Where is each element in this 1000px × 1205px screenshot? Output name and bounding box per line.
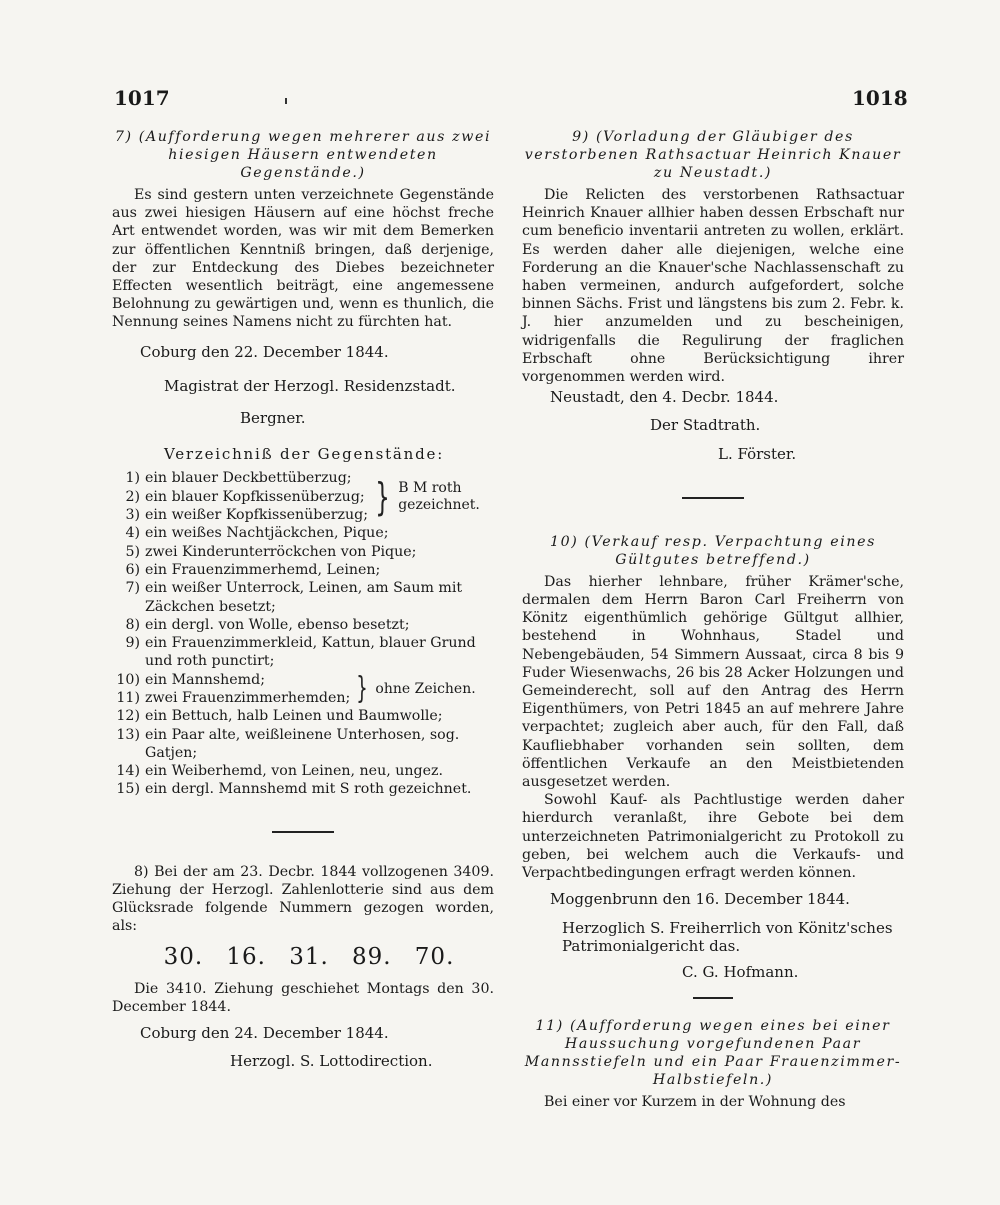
list-item: 10) ein Mannshemd; (116, 671, 265, 688)
notice-8-authority: Herzogl. S. Lottodirection. (230, 1052, 433, 1071)
list-item: 5) zwei Kinderunterröckchen von Pique; (125, 543, 417, 560)
section-divider (693, 997, 733, 999)
notice-7-body: Es sind gestern unten verzeichnete Gegenstände aus zwei hiesigen Häusern auf eine höchst freche Art entwendet worden, was wir mit dem Bemerken zur öffentlichen Kenntniß bringen, daß derjenige, der zur Entdeckung des Diebes bezeichneter Effecten wesentlich beiträgt, eine angemessene Belohnung zu gewärtigen und, wenn es thunlich, die Nennung seines Namens nicht zu fürchten hat. (112, 187, 494, 331)
notice-9-signer: L. Förster. (718, 444, 797, 463)
notice-11-body: Bei einer vor Kurzem in der Wohnung des (544, 1094, 846, 1111)
notice-9-authority: Der Stadtrath. (650, 416, 761, 435)
page-number-right: 1018 (852, 86, 908, 110)
lottery-number: 16. (226, 943, 266, 970)
left-column (112, 128, 494, 1071)
notice-7-authority: Magistrat der Herzogl. Residenzstadt. (164, 376, 456, 395)
right-column (522, 128, 904, 1111)
brace-glyph: } (375, 474, 390, 519)
brace-note: ohne Zeichen. (375, 680, 476, 697)
list-item: 3) ein weißer Kopfkissenüberzug; (125, 507, 369, 524)
list-item: 11) zwei Frauenzimmerhemden; (116, 690, 351, 706)
lottery-numbers (152, 943, 466, 970)
brace-group-1 (112, 469, 494, 524)
notice-8-next-draw: Die 3410. Ziehung geschiehet Montags den 30. December 1844. (112, 980, 494, 1015)
notice-9-date: Neustadt, den 4. Decbr. 1844. (550, 388, 779, 407)
section-divider (682, 497, 744, 499)
list-item: 7) ein weißer Unterrock, Leinen, am Saum mit Zäckchen besetzt; (125, 580, 463, 615)
notice-10-date: Moggenbrunn den 16. December 1844. (550, 890, 850, 909)
stolen-items-list (112, 469, 494, 798)
list-item: 2) ein blauer Kopfkissenüberzug; (125, 488, 365, 505)
brace-glyph: } (356, 671, 368, 706)
notice-11-heading: 11) (Aufforderung wegen eines bei einer Haussuchung vorgefundenen Paar Mannsstiefeln und ein Paar Frauenzimmer-Halbstiefeln.) (524, 1018, 902, 1089)
notice-7-date: Coburg den 22. December 1844. (140, 342, 389, 361)
lottery-number: 70. (414, 943, 455, 970)
notice-10-body-2: Sowohl Kauf- als Pachtlustige werden daher hierdurch veranlaßt, ihre Gebote bei dem unterzeichneten Patrimonialgericht zu Protokoll zu geben, bei welchem auch die Verkaufs- und Verpachtbedingungen erfragt werden können. (522, 792, 904, 882)
printer-mark (285, 98, 287, 104)
list-item: 8) ein dergl. von Wolle, ebenso besetzt; (125, 616, 410, 633)
list-item: 13) ein Paar alte, weißleinene Unterhosen, sog. Gatjen; (116, 726, 460, 761)
notice-9-heading: 9) (Vorladung der Gläubiger des verstorbenen Rathsactuar Heinrich Knauer zu Neustadt.) (524, 129, 902, 181)
notice-8-date: Coburg den 24. December 1844. (140, 1024, 389, 1043)
notice-10-heading: 10) (Verkauf resp. Verpachtung eines Gültgutes betreffend.) (550, 533, 876, 568)
notice-10-body-1: Das hierher lehnbare, früher Krämer'sche, dermalen dem Herrn Baron Carl Freiherrn von Könitz eigenthümlich gehörige Gültgut allhier, bestehend in Wohnhaus, Stadel und Nebengebäuden, 54 Simmern Aussaat, circa 8 bis 9 Fuder Wiesenwachs, 26 bis 28 Acker Holzungen und Gemeinderecht, soll auf den Antrag des Herrn Eigenthümers, von Petri 1845 an auf mehrere Jahre verpachtet; zugleich aber auch, für den Fall, daß Kaufliebhaber vorhanden sein sollten, dem öffentlichen Verkaufe an den Meistbietenden ausgesetzet werden. (522, 573, 904, 791)
list-item: 12) ein Bettuch, halb Leinen und Baumwolle; (116, 708, 443, 725)
lottery-number: 89. (352, 943, 392, 970)
brace-note: B M roth gezeichnet. (398, 479, 480, 513)
notice-10-authority: Herzoglich S. Freiherrlich von Könitz'sches Patrimonialgericht das. (562, 918, 893, 955)
notice-9-body: Die Relicten des verstorbenen Rathsactuar Heinrich Knauer allhier haben dessen Erbschaft nur cum beneficio inventarii antreten zu wollen, erklärt. Es werden daher alle diejenigen, welche eine Forderung an die Knauer'sche Nachlassenschaft zu haben vermeinen, andurch aufgefordert, solche binnen Sächs. Frist und längstens bis zum 2. Febr. k. J. hier anzumelden und zu bescheinigen, widrigenfalls die Regulirung der fraglichen Erbschaft ohne Berücksichtigung ihrer vorgenommen werden wird. (522, 187, 904, 386)
list-item: 15) ein dergl. Mannshemd mit S roth gezeichnet. (116, 781, 472, 798)
list-item: 1) ein blauer Deckbettüberzug; (125, 470, 352, 487)
list-item: 6) ein Frauenzimmerhemd, Leinen; (125, 561, 381, 578)
lottery-number: 31. (289, 943, 329, 970)
notice-8-body: 8) Bei der am 23. Decbr. 1844 vollzogenen 3409. Ziehung der Herzogl. Zahlenlotterie sind aus dem Glücksrade folgende Nummern gezogen worden, als: (112, 863, 494, 935)
lottery-number: 30. (163, 943, 204, 970)
brace-group-2 (112, 671, 494, 708)
items-list-heading: Verzeichniß der Gegenstände: (164, 445, 445, 464)
notice-7-signer: Bergner. (240, 409, 306, 428)
list-item: 9) ein Frauenzimmerkleid, Kattun, blauer Grund und roth punctirt; (125, 635, 476, 670)
notice-7-heading: 7) (Aufforderung wegen mehrerer aus zwei hiesigen Häusern entwendeten Gegenstände.) (114, 129, 492, 181)
notice-10-signer: C. G. Hofmann. (682, 962, 799, 981)
page-number-left: 1017 (114, 86, 170, 110)
section-divider (272, 831, 334, 833)
list-item: 14) ein Weiberhemd, von Leinen, neu, ungez. (116, 763, 443, 780)
list-item: 4) ein weißes Nachtjäckchen, Pique; (125, 525, 389, 542)
